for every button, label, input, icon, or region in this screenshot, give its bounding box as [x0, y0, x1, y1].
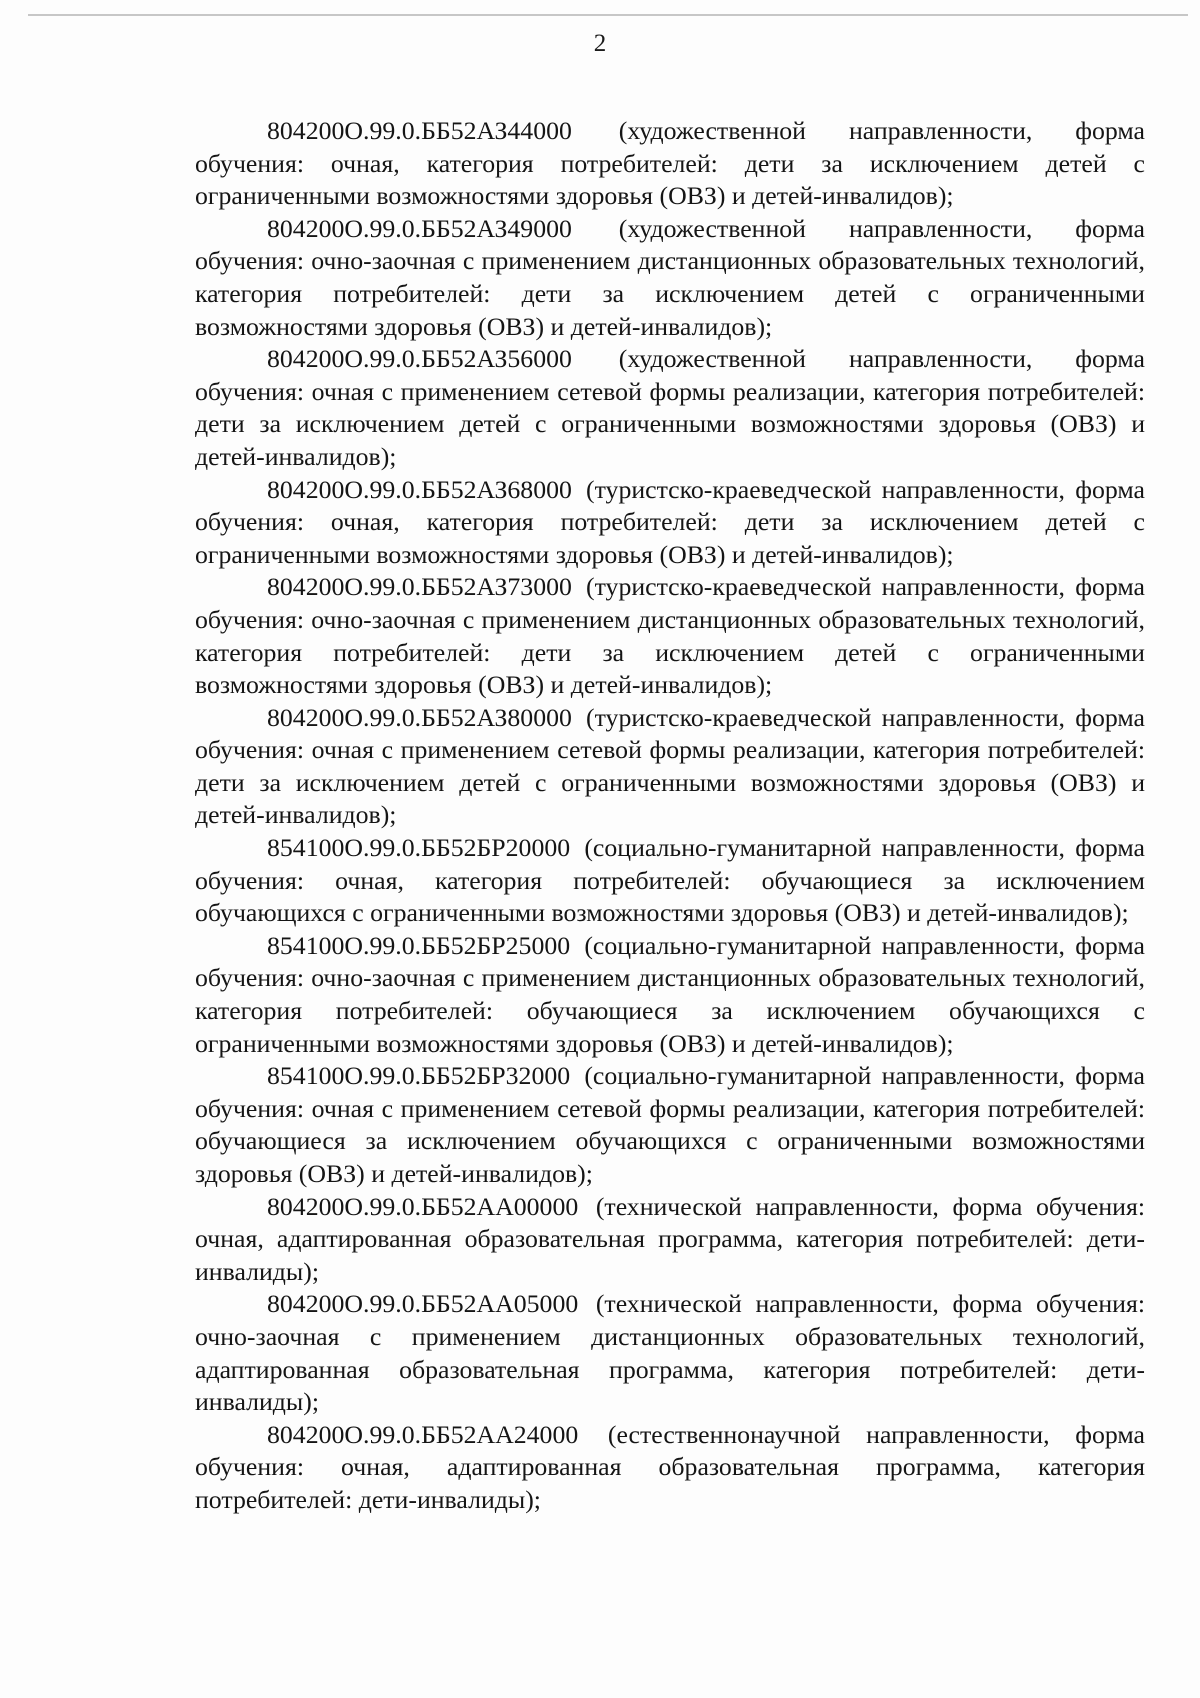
entry-description: (социально-гуманитарной направленности, форма обучения: очная, категория потребителей: обучающиеся за исключением обучающихся с ограниченными возможностями здоровья (ОВЗ) и детей-инвалидов); [195, 833, 1146, 928]
entry-description: (туристско-краеведческой направленности, форма обучения: очно-заочная с применением дистанционных образовательных технологий, категория потребителей: дети за исключением детей с ограниченными возможностями здоровья (ОВЗ) и детей-инвалидов); [195, 572, 1145, 700]
registry-code: 804200О.99.0.ББ52АА24000 [267, 1419, 579, 1449]
registry-code: 804200О.99.0.ББ52АЗ68000 [267, 474, 572, 504]
registry-code: 804200О.99.0.ББ52АА05000 [267, 1289, 579, 1319]
entry-description: (естественнонаучной направленности, форма обучения: очная, адаптированная образовательная программа, категория потребителей: дети-инвалиды); [195, 1419, 1145, 1514]
entry-description: (социально-гуманитарной направленности, форма обучения: очно-заочная с применением дистанционных образовательных технологий, категория потребителей: обучающиеся за исключением обучающихся с ограниченными возможностями здоровья (ОВЗ) и детей-инвалидов); [195, 930, 1146, 1058]
registry-code: 804200О.99.0.ББ52АЗ56000 [267, 344, 572, 374]
entry-description: (художественной направленности, форма обучения: очная, категория потребителей: дети за исключением детей с ограниченными возможностями здоровья (ОВЗ) и детей-инвалидов); [195, 116, 1146, 211]
service-entry [195, 213, 1145, 343]
entry-description: (туристско-краеведческой направленности, форма обучения: очная, категория потребителей: дети за исключением детей с ограниченными возможностями здоровья (ОВЗ) и детей-инвалидов); [195, 474, 1145, 569]
service-entry [195, 702, 1145, 832]
registry-code: 804200О.99.0.ББ52АА00000 [267, 1191, 579, 1221]
service-entry [195, 1419, 1145, 1517]
service-entry [195, 474, 1145, 572]
page-number: 2 [593, 30, 607, 57]
service-entry [195, 1060, 1145, 1190]
service-entry [195, 1288, 1145, 1418]
document-body [195, 115, 1145, 1517]
service-entry [195, 571, 1145, 701]
registry-code: 804200О.99.0.ББ52АЗ80000 [267, 702, 572, 732]
registry-code: 804200О.99.0.ББ52АЗ73000 [267, 572, 572, 602]
service-entry [195, 832, 1145, 930]
service-entry [195, 343, 1145, 473]
registry-code: 854100О.99.0.ББ52БР32000 [267, 1061, 571, 1091]
top-edge-line [28, 14, 1188, 16]
registry-code: 804200О.99.0.ББ52АЗ44000 [267, 116, 572, 145]
service-entry [195, 930, 1145, 1060]
entry-description: (художественной направленности, форма обучения: очно-заочная с применением дистанционных образовательных технологий, категория потребителей: дети за исключением детей с ограниченными возможностями здоровья (ОВЗ) и детей-инвалидов); [195, 213, 1146, 341]
entry-description: (художественной направленности, форма обучения: очная с применением сетевой формы реализации, категория потребителей: дети за исключением детей с ограниченными возможностями здоровья (ОВЗ) и детей-инвалидов); [195, 344, 1146, 471]
service-entry [195, 115, 1145, 213]
service-entry [195, 1191, 1145, 1289]
entry-description: (социально-гуманитарной направленности, форма обучения: очная с применением сетевой формы реализации, категория потребителей: обучающиеся за исключением обучающихся с ограниченными возможностями здоровья (ОВЗ) и детей-инвалидов); [195, 1061, 1146, 1188]
entry-description: (технической направленности, форма обучения: очно-заочная с применением дистанционных образовательных технологий, адаптированная образовательная программа, категория потребителей: дети-инвалиды); [195, 1289, 1145, 1417]
entry-description: (туристско-краеведческой направленности, форма обучения: очная с применением сетевой формы реализации, категория потребителей: дети за исключением детей с ограниченными возможностями здоровья (ОВЗ) и детей-инвалидов); [195, 702, 1145, 830]
entry-description: (технической направленности, форма обучения: очная, адаптированная образовательная программа, категория потребителей: дети-инвалиды); [195, 1191, 1145, 1286]
registry-code: 804200О.99.0.ББ52АЗ49000 [267, 213, 572, 243]
registry-code: 854100О.99.0.ББ52БР25000 [267, 930, 571, 960]
registry-code: 854100О.99.0.ББ52БР20000 [267, 833, 571, 863]
